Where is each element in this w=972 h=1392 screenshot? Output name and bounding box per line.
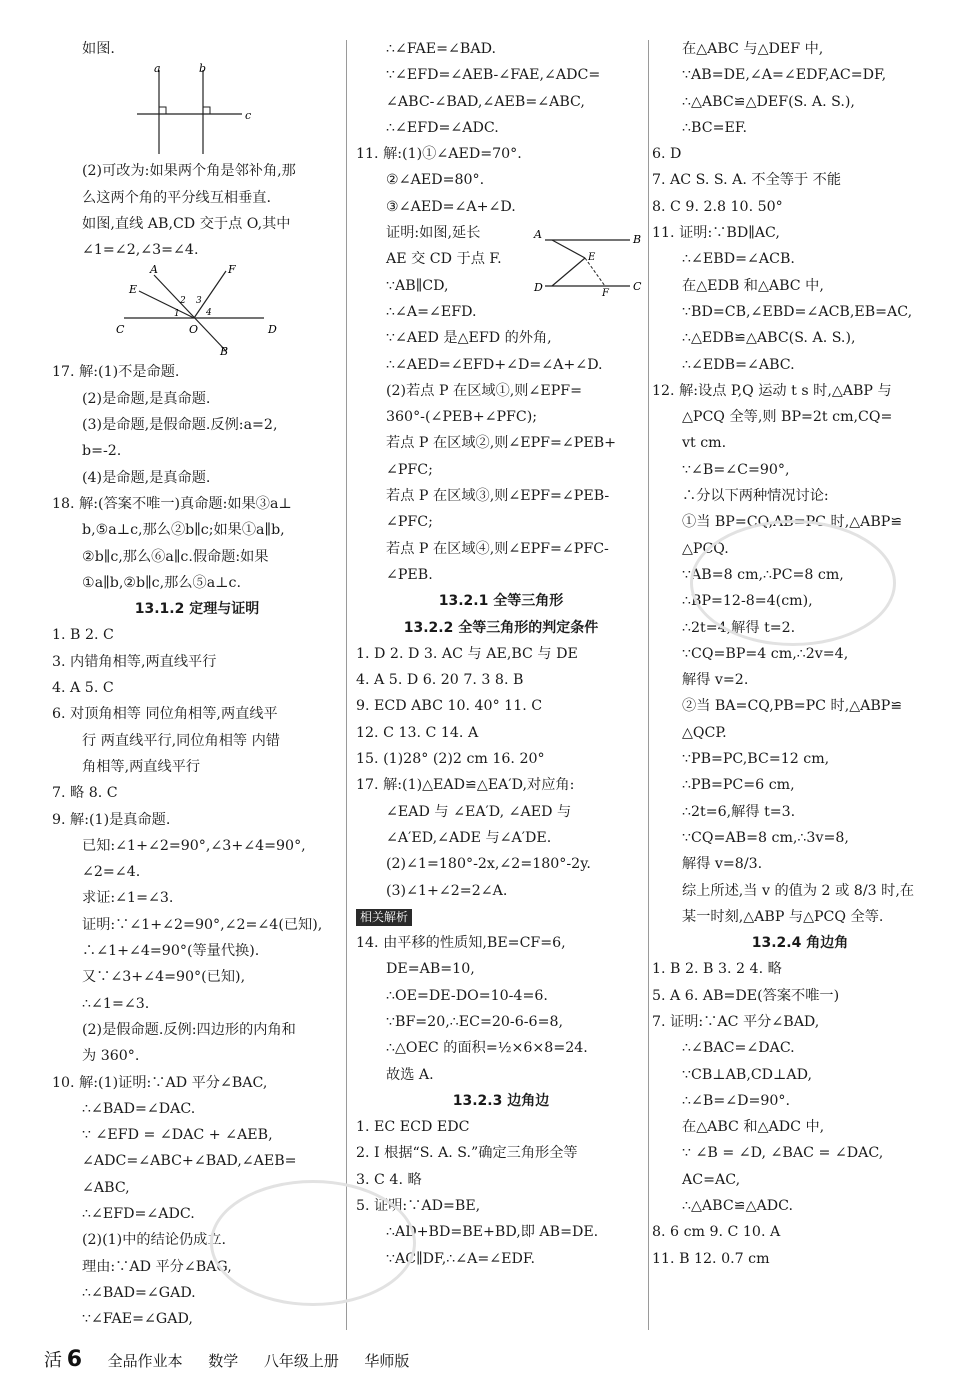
answer-line: ∴∠EBD=∠ACB. [682, 251, 795, 268]
answer-line: 6. 对顶角相等 同位角相等,两直线平 [52, 706, 278, 723]
answer-line: △PCQ 全等,则 BP=2t cm,CQ= [682, 409, 893, 426]
answer-line: 某一时刻,△ABP 与△PCQ 全等. [682, 908, 884, 925]
watermark-seal-1 [690, 520, 896, 646]
answer-line: 7. 证明:∵AC 平分∠BAD, [652, 1013, 820, 1030]
answer-line: 么这两个角的平分线互相垂直. [82, 189, 271, 206]
answer-line: ∠A′ED,∠ADE 与∠A′DE. [386, 829, 552, 846]
answer-line: ∠PFC; [386, 514, 433, 531]
answer-line: 在△ABC 与△DEF 中, [682, 41, 824, 57]
answer-line: ∴∠BAD=∠GAD. [82, 1284, 196, 1301]
answer-line: ∵AC∥DF,∴∠A=∠EDF. [386, 1250, 536, 1267]
section-heading: 13.2.2 全等三角形的判定条件 [403, 619, 599, 636]
answer-line: ∴∠FAE=∠BAD. [386, 41, 496, 57]
fig2-label-O: O [189, 323, 199, 337]
answer-line: 若点 P 在区域③,则∠EPF=∠PEB- [386, 488, 610, 505]
answer-line: ①a∥b,②b∥c,那么⑤a⊥c. [82, 574, 241, 591]
fig3-label-B: B [633, 233, 642, 246]
answer-line: (2)是命题,是真命题. [82, 390, 211, 407]
answer-line: (2)若点 P 在区域①,则∠EPF= [386, 382, 583, 399]
answer-line: △PCQ. [682, 540, 729, 557]
answer-line: 5. A 6. AB=DE(答案不唯一) [652, 987, 840, 1004]
answer-line: AC=AC, [682, 1171, 741, 1188]
section-heading: 13.2.3 边角边 [452, 1092, 550, 1109]
fig3-label-E: E [588, 252, 596, 263]
answer-column-3 [652, 36, 948, 1272]
answer-line: ∵CQ=AB=8 cm,∴3v=8, [682, 829, 849, 846]
fig3-label-A: A [534, 228, 542, 241]
fig2-angle-1: 1 [174, 309, 180, 320]
answer-line: 9. 解:(1)是真命题. [52, 811, 171, 828]
answer-column-1 [52, 36, 342, 1332]
answer-line: ∠PEB. [386, 566, 433, 583]
answer-line: ∵AB=8 cm,∴PC=8 cm, [682, 566, 844, 583]
answer-line: 已知:∠1+∠2=90°,∠3+∠4=90°, [82, 837, 306, 854]
answer-line: 1. B 2. C [52, 627, 114, 644]
answer-column-2 [356, 36, 646, 1272]
answer-line: 又∵∠3+∠4=90°(已知), [82, 969, 246, 986]
fig2-label-D: D [268, 323, 277, 337]
answer-line: ∴∠EFD=∠ADC. [82, 1205, 195, 1222]
answer-line: ∠ABC, [82, 1179, 130, 1196]
answer-line: 为 360°. [82, 1048, 140, 1065]
figure-perpendicular-lines [107, 62, 267, 154]
column-divider-2 [648, 40, 649, 1330]
answer-line: ∠PFC; [386, 461, 433, 478]
answer-line: 若点 P 在区域④,则∠EPF=∠PFC- [386, 540, 609, 557]
answer-line: ∴∠EFD=∠ADC. [386, 119, 499, 136]
answer-line: ∴分以下两种情况讨论: [682, 488, 829, 505]
answer-line: AE 交 CD 于点 F. [386, 251, 502, 268]
answer-line: 1. D 2. D 3. AC 与 AE,BC 与 DE [356, 645, 578, 662]
footer-huo: 活 [44, 1350, 62, 1371]
answer-line: ∵∠AED 是△EFD 的外角, [386, 330, 552, 347]
answer-line: 7. AC S. S. A. 不全等于 不能 [652, 172, 842, 189]
answer-line: 证明:∵∠1+∠2=90°,∠2=∠4(已知), [82, 916, 323, 933]
answer-line: 12. C 13. C 14. A [356, 724, 479, 741]
answer-line: (3)∠1+∠2=2∠A. [386, 882, 508, 899]
answer-line: 4. A 5. D 6. 20 7. 3 8. B [356, 672, 524, 689]
answer-line: ∴∠A=∠EFD. [386, 303, 477, 320]
answer-line: ∴∠B=∠D=90°. [682, 1092, 791, 1109]
fig1-label-a: a [154, 62, 161, 76]
section-heading: 13.2.1 全等三角形 [438, 593, 564, 610]
answer-line: (2)∠1=180°-2x,∠2=180°-2y. [386, 856, 591, 873]
fig2-label-C: C [116, 323, 125, 337]
answer-line: ∴OE=DE-DO=10-4=6. [386, 987, 548, 1004]
answer-line: 在△ABC 和△ADC 中, [682, 1119, 825, 1136]
answer-line: 求证:∠1=∠3. [82, 890, 174, 907]
answer-line: 10. 解:(1)证明:∵AD 平分∠BAC, [52, 1074, 268, 1091]
fig1-label-c: c [245, 109, 252, 123]
answer-line: 若点 P 在区域②,则∠EPF=∠PEB+ [386, 435, 617, 452]
answer-line: b,⑤a⊥c,那么②b∥c;如果①a∥b, [82, 522, 285, 539]
answer-line: 8. 6 cm 9. C 10. A [652, 1224, 781, 1241]
answer-line: 在△EDB 和△ABC 中, [682, 277, 824, 294]
fig2-label-A: A [150, 263, 158, 277]
answer-line: 15. (1)28° (2)2 cm 16. 20° [356, 751, 545, 768]
answer-line: ∵BF=20,∴EC=20-6-6=8, [386, 1013, 563, 1030]
answer-line: 6. D [652, 146, 682, 163]
answer-line: △QCP. [682, 724, 727, 741]
answer-line: vt cm. [682, 435, 727, 452]
answer-line: (2)(1)中的结论仍成立. [82, 1232, 227, 1249]
page-footer [44, 1346, 409, 1372]
fig2-angle-4: 4 [206, 308, 212, 319]
answer-line: ∵CQ=BP=4 cm,∴2v=4, [682, 645, 849, 662]
answer-line: ①当 BP=CQ,AB=PC 时,△ABP≌ [682, 514, 903, 531]
answer-line: ②∠AED=80°. [386, 172, 485, 189]
answer-line: 1. B 2. B 3. 2 4. 略 [652, 961, 782, 978]
fig2-wrap [52, 263, 342, 359]
answer-line: ②当 BA=CQ,PB=PC 时,△ABP≌ [682, 698, 903, 715]
answer-line: 证明:如图,延长 [386, 225, 481, 242]
answer-line: 行 两直线平行,同位角相等 内错 [82, 732, 280, 749]
answer-line: 9. ECD ABC 10. 40° 11. C [356, 698, 543, 715]
figure-intersecting-lines [114, 263, 294, 355]
answer-line: ③∠AED=∠A+∠D. [386, 198, 516, 215]
answer-line: ∠2=∠4. [82, 864, 141, 881]
answer-line: 4. A 5. C [52, 680, 114, 697]
answer-line: 14. 由平移的性质知,BE=CF=6, [356, 935, 566, 952]
answer-line: ∴∠AED=∠EFD+∠D=∠A+∠D. [386, 356, 603, 373]
answer-line: 理由:∵AD 平分∠BAG, [82, 1258, 232, 1275]
fig3-label-F: F [602, 288, 609, 298]
fig2-angle-3: 3 [196, 296, 202, 307]
answer-line: 3. 内错角相等,两直线平行 [52, 653, 217, 670]
answer-line: 故选 A. [386, 1066, 434, 1083]
fig3-label-C: C [633, 280, 642, 293]
answer-line: ∵ ∠B = ∠D, ∠BAC = ∠DAC, [682, 1145, 884, 1162]
figure-parallel-lines-aed [530, 228, 645, 298]
answer-line: ∴AD+BD=BE+BD,即 AB=DE. [386, 1224, 599, 1241]
answer-line: ∵∠FAE=∠GAD, [82, 1311, 193, 1328]
answer-line: ∵AB=DE,∠A=∠EDF,AC=DF, [682, 67, 887, 84]
answer-line: ∵ ∠EFD = ∠DAC + ∠AEB, [82, 1127, 273, 1144]
answer-line: ∴2t=4,解得 t=2. [682, 619, 796, 636]
answer-line: 11. 解:(1)①∠AED=70°. [356, 146, 522, 163]
answer-line: 如图,直线 AB,CD 交于点 O,其中 [82, 215, 291, 232]
answer-line: 角相等,两直线平行 [82, 758, 201, 775]
answer-line: 5. 证明:∵AD=BE, [356, 1198, 481, 1215]
answer-line: ∴∠1+∠4=90°(等量代换). [82, 943, 260, 960]
answer-line: ∠ADC=∠ABC+∠BAD,∠AEB= [82, 1153, 297, 1170]
answer-line: 17. 解:(1)△EAD≌△EA′D,对应角: [356, 777, 575, 794]
answer-line: ∴△ABC≌△DEF(S. A. S.), [682, 93, 855, 110]
footer-subject: 数学 [208, 1352, 239, 1370]
answer-line: 17. 解:(1)不是命题. [52, 364, 180, 381]
section-tag-line [356, 904, 646, 930]
related-analysis-tag: 相关解析 [356, 909, 412, 926]
answer-line: ∴△EDB≌△ABC(S. A. S.), [682, 330, 856, 347]
answer-line: ∴2t=6,解得 t=3. [682, 803, 796, 820]
answer-line: ∴BC=EF. [682, 119, 747, 136]
column-divider-1 [346, 40, 347, 1330]
fig2-angle-2: 2 [180, 296, 186, 307]
answer-line: 11. B 12. 0.7 cm [652, 1250, 770, 1267]
answer-line: ∵PB=PC,BC=12 cm, [682, 751, 830, 768]
fig1-label-b: b [199, 62, 207, 76]
footer-grade: 八年级上册 [263, 1352, 339, 1370]
answer-line: 7. 略 8. C [52, 785, 118, 802]
answer-line: 3. C 4. 略 [356, 1171, 422, 1188]
answer-line: 11. 证明:∵BD∥AC, [652, 225, 780, 242]
answer-line: DE=AB=10, [386, 961, 475, 978]
fig2-label-B: B [220, 345, 229, 356]
footer-book: 全品作业本 [107, 1352, 183, 1370]
answer-line: ∵∠EFD=∠AEB-∠FAE,∠ADC= [386, 67, 601, 84]
answer-line: (4)是命题,是真命题. [82, 469, 211, 486]
answer-line: (2)可改为:如果两个角是邻补角,那 [82, 163, 296, 180]
answer-line: ∴∠1=∠3. [82, 995, 150, 1012]
answer-line: 综上所述,当 v 的值为 2 或 8/3 时,在 [682, 882, 915, 899]
answer-line: ∵CB⊥AB,CD⊥AD, [682, 1066, 813, 1083]
answer-line: 360°-(∠PEB+∠PFC); [386, 409, 538, 426]
answer-line: ∴△OEC 的面积=½×6×8=24. [386, 1040, 588, 1057]
fig2-label-E: E [129, 283, 138, 297]
answer-line: ∠1=∠2,∠3=∠4. [82, 242, 199, 259]
answer-line: ②b∥c,那么⑥a∥c.假命题:如果 [82, 548, 269, 565]
answer-line: ∴PB=PC=6 cm, [682, 777, 795, 794]
answer-line: ∵BD=CB,∠EBD=∠ACB,EB=AC, [682, 303, 913, 320]
answer-line: ∠EAD 与 ∠EA′D, ∠AED 与 [386, 803, 572, 820]
answer-line: b=-2. [82, 443, 122, 460]
answer-line: 18. 解:(答案不唯一)真命题:如果③a⊥ [52, 495, 292, 512]
footer-edition: 华师版 [364, 1352, 410, 1370]
answer-line: 如图. [82, 41, 115, 57]
section-heading: 13.1.2 定理与证明 [134, 601, 260, 618]
answer-line: ∴∠EDB=∠ABC. [682, 356, 795, 373]
answer-line: ∴∠BAD=∠DAC. [82, 1100, 196, 1117]
answer-line: 2. Ⅰ 根据“S. A. S.”确定三角形全等 [356, 1145, 578, 1162]
answer-line: ∴△ABC≌△ADC. [682, 1198, 794, 1215]
fig3-label-D: D [534, 281, 543, 294]
answer-line: ∴∠BAC=∠DAC. [682, 1040, 795, 1057]
answer-line: (2)是假命题.反例:四边形的内角和 [82, 1021, 296, 1038]
answer-line: ∠ABC-∠BAD,∠AEB=∠ABC, [386, 93, 585, 110]
answer-line: ∵AB∥CD, [386, 277, 449, 294]
watermark-seal-2 [210, 1180, 416, 1306]
fig1-wrap [52, 62, 342, 158]
answer-line: (3)是命题,是假命题.反例:a=2, [82, 417, 278, 434]
answer-line: 1. EC ECD EDC [356, 1119, 470, 1136]
answer-line: 解得 v=8/3. [682, 856, 763, 873]
answer-line: ∴BP=12-8=4(cm), [682, 593, 813, 610]
answer-line: 解得 v=2. [682, 672, 749, 689]
answer-line: 8. C 9. 2.8 10. 50° [652, 198, 783, 215]
answer-line: ∵∠B=∠C=90°, [682, 461, 790, 478]
answer-line: 12. 解:设点 P,Q 运动 t s 时,△ABP 与 [652, 382, 892, 399]
fig2-label-F: F [228, 263, 236, 277]
section-heading: 13.2.4 角边角 [751, 935, 849, 952]
page-number: 6 [66, 1347, 83, 1372]
